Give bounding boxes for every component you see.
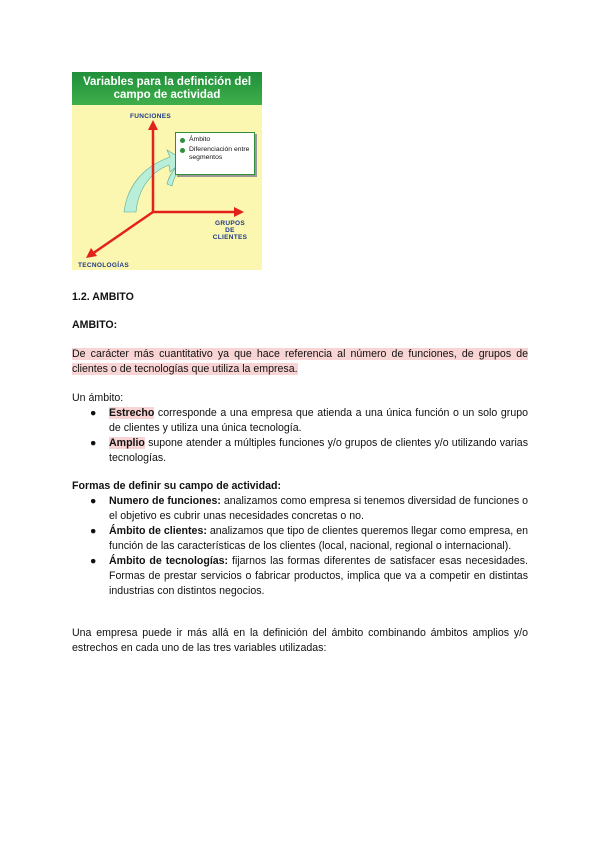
legend-bullet-icon <box>180 148 185 153</box>
legend-bullet-icon <box>180 138 185 143</box>
list-item-tecnologias <box>90 554 528 599</box>
closing-paragraph: Una empresa puede ir más allá en la definición del ámbito combinando ámbitos amplios y/o estrechos en cada uno de las tres variables utilizadas: <box>72 627 528 654</box>
subheading: AMBITO: <box>72 319 118 331</box>
ambito-list <box>90 406 528 466</box>
term-clientes: Ámbito de clientes: <box>109 525 207 537</box>
list-item-clientes <box>90 524 528 554</box>
axis-label-grupos-line2: CLIENTES <box>212 234 248 241</box>
legend-text-diferenciacion: Diferenciación entre segmentos <box>189 146 250 161</box>
legend-item-diferenciacion <box>180 146 251 162</box>
term-amplio: Amplio <box>109 437 145 449</box>
axis-label-grupos-line1: GRUPOS DE <box>215 220 245 234</box>
section-heading: 1.2. AMBITO <box>72 291 134 303</box>
formas-heading: Formas de definir su campo de actividad: <box>72 480 281 492</box>
legend-text-ambito: Ámbito <box>189 136 211 143</box>
diagram-title <box>72 72 262 105</box>
desc-clientes: analizamos que tipo de clientes queremos llegar como empresa, en función de las características de los clientes (local, nacional, regional o internacional). <box>109 525 528 552</box>
axis-label-funciones: FUNCIONES <box>130 113 171 120</box>
axis-grupos-clientes-arrowhead <box>234 207 244 217</box>
desc-tecnologias: fijarnos las formas diferentes de satisfacer esas necesidades. Formas de prestar servicios o fabricar productos, implica que va a competir en distintas industrias con distintos negocios. <box>109 555 528 597</box>
highlight-text: De carácter más cuantitativo ya que hace referencia al número de funciones, de grupos de clientes o de tecnologías que utiliza la empresa. <box>72 348 528 375</box>
diagram-title-line2: campo de actividad <box>113 89 221 101</box>
bullet-icon: ● <box>90 525 97 537</box>
bullet-icon: ● <box>90 437 97 449</box>
bullet-icon: ● <box>90 407 97 419</box>
term-funciones: Numero de funciones: <box>109 495 221 507</box>
diagram-title-line1: Variables para la definición del <box>82 76 252 88</box>
bullet-icon: ● <box>90 495 97 507</box>
formas-list <box>90 494 528 599</box>
legend-item-ambito <box>180 136 251 144</box>
un-ambito-label: Un ámbito: <box>72 392 124 404</box>
bullet-icon: ● <box>90 555 97 567</box>
axis-label-tecnologias: TECNOLOGÍAS <box>78 262 129 269</box>
axis-funciones-arrowhead <box>148 120 158 130</box>
list-item-funciones <box>90 494 528 524</box>
axis-tecnologias <box>92 212 153 254</box>
desc-amplio: supone atender a múltiples funciones y/o grupos de clientes y/o utilizando varias tecnologías. <box>109 437 528 464</box>
list-item-estrecho <box>90 406 528 436</box>
highlight-paragraph <box>72 347 528 377</box>
list-item-amplio <box>90 436 528 466</box>
desc-funciones: analizamos como empresa si tenemos diversidad de funciones o el objetivo es cubrir unas necesidades concretas o no. <box>109 495 528 522</box>
desc-estrecho: corresponde a una empresa que atienda a una única función o un solo grupo de clientes y utiliza una única tecnología. <box>109 407 528 434</box>
term-estrecho: Estrecho <box>109 407 155 419</box>
term-tecnologias: Ámbito de tecnologías: <box>109 555 229 567</box>
diagram-legend <box>175 132 255 175</box>
campo-actividad-diagram <box>72 72 262 270</box>
axis-label-grupos-clientes <box>212 220 248 241</box>
